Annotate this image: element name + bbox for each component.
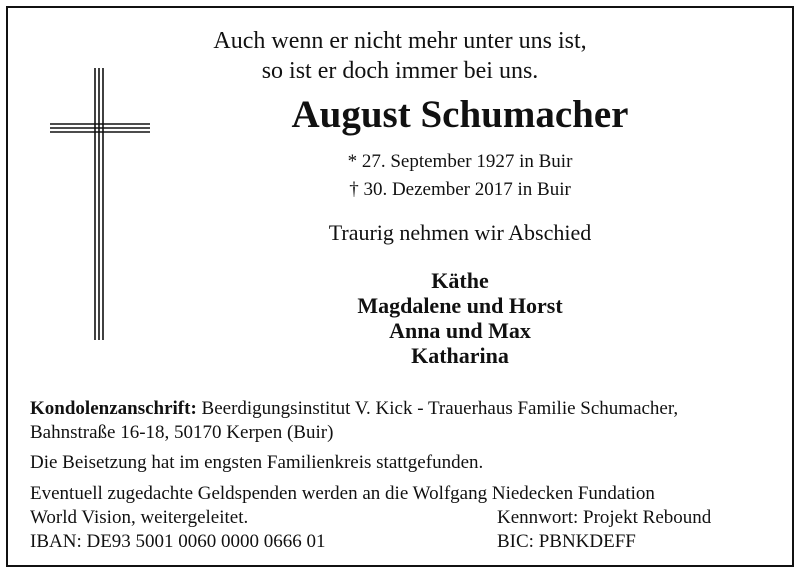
- donation-bic: BIC: PBNKDEFF: [497, 531, 636, 552]
- quote-line-2: so ist er doch immer bei uns.: [261, 58, 539, 84]
- birth-date: * 27. September 1927 in Buir: [347, 151, 573, 172]
- condolence-label: Kondolenzanschrift:: [30, 398, 197, 419]
- life-dates: [60, 148, 800, 204]
- donation-line-2: World Vision, weitergeleitet.: [30, 507, 249, 528]
- deceased-name: August Schumacher: [291, 93, 629, 136]
- condolence-address: [30, 397, 678, 445]
- condolence-line-2: Bahnstraße 16-18, 50170 Kerpen (Buir): [30, 422, 334, 443]
- condolence-line-1: Beerdigungsinstitut V. Kick - Trauerhaus Familie Schumacher,: [196, 398, 679, 419]
- family-member: Anna und Max: [389, 318, 531, 343]
- quote-line-1: Auch wenn er nicht mehr unter uns ist,: [213, 28, 587, 54]
- family-member: Käthe: [431, 268, 489, 293]
- family-list: [60, 268, 800, 368]
- donation-kennwort: Kennwort: Projekt Rebound: [497, 507, 712, 528]
- family-member: Katharina: [411, 343, 509, 368]
- donation-iban: IBAN: DE93 5001 0060 0000 0666 01: [30, 531, 326, 552]
- burial-note: Die Beisetzung hat im engsten Familienkreis stattgefunden.: [30, 452, 484, 473]
- quote-block: [0, 26, 800, 86]
- mourning-line: Traurig nehmen wir Abschied: [328, 220, 592, 245]
- family-member: Magdalene und Horst: [357, 293, 563, 318]
- donation-line-1: Eventuell zugedachte Geldspenden werden an die Wolfgang Niedecken Fundation: [30, 483, 655, 504]
- death-date: † 30. Dezember 2017 in Buir: [349, 179, 571, 200]
